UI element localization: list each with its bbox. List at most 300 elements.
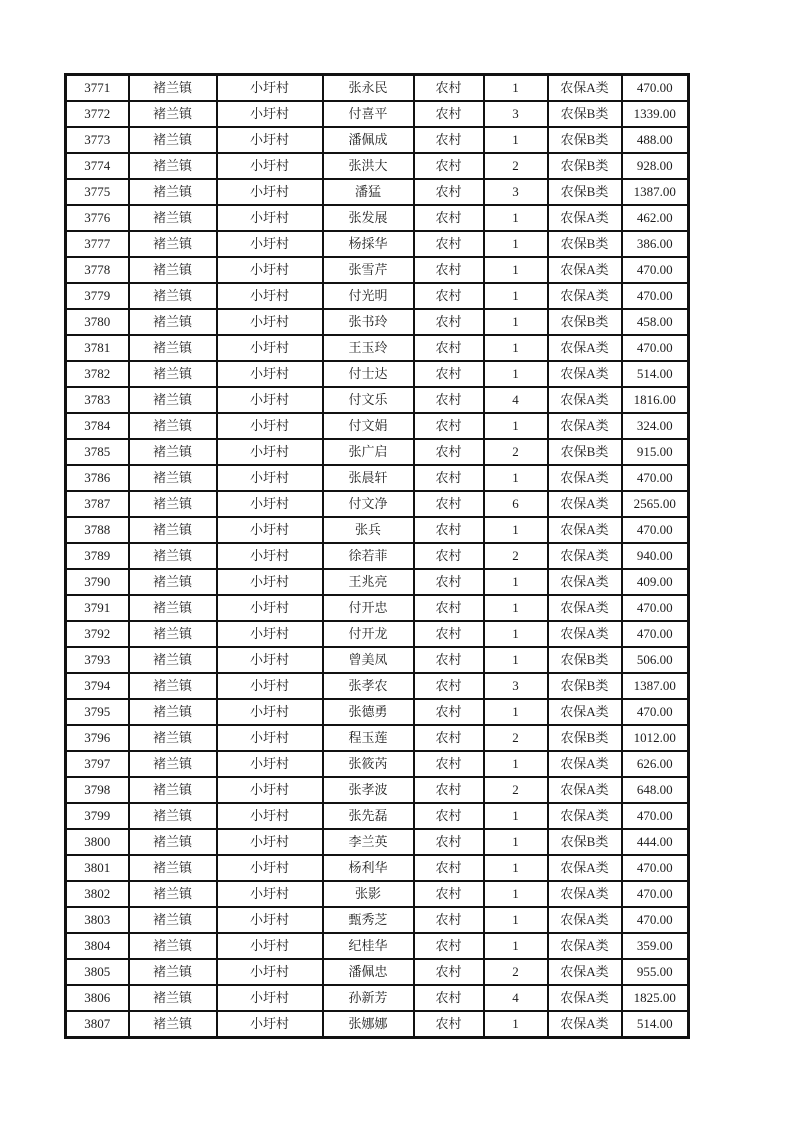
cell-person-name: 张发展 <box>323 205 414 231</box>
cell-town: 褚兰镇 <box>129 231 217 257</box>
cell-person-name: 张德勇 <box>323 699 414 725</box>
cell-household-type: 农村 <box>414 725 484 751</box>
cell-insurance-class: 农保A类 <box>548 569 622 595</box>
cell-person-count: 1 <box>484 75 548 102</box>
cell-amount: 470.00 <box>622 335 689 361</box>
cell-insurance-class: 农保B类 <box>548 829 622 855</box>
cell-serial-number: 3801 <box>66 855 129 881</box>
cell-town: 褚兰镇 <box>129 205 217 231</box>
cell-insurance-class: 农保A类 <box>548 1011 622 1038</box>
cell-town: 褚兰镇 <box>129 621 217 647</box>
cell-amount: 324.00 <box>622 413 689 439</box>
cell-amount: 470.00 <box>622 621 689 647</box>
cell-person-name: 王兆亮 <box>323 569 414 595</box>
table-row <box>66 153 689 179</box>
cell-insurance-class: 农保A类 <box>548 205 622 231</box>
cell-village: 小圩村 <box>217 153 323 179</box>
cell-village: 小圩村 <box>217 595 323 621</box>
table-row <box>66 257 689 283</box>
cell-serial-number: 3790 <box>66 569 129 595</box>
cell-insurance-class: 农保A类 <box>548 517 622 543</box>
cell-household-type: 农村 <box>414 829 484 855</box>
table-row <box>66 829 689 855</box>
cell-person-count: 1 <box>484 257 548 283</box>
cell-person-count: 3 <box>484 101 548 127</box>
cell-household-type: 农村 <box>414 75 484 102</box>
cell-serial-number: 3784 <box>66 413 129 439</box>
cell-household-type: 农村 <box>414 959 484 985</box>
cell-amount: 462.00 <box>622 205 689 231</box>
cell-amount: 470.00 <box>622 75 689 102</box>
cell-town: 褚兰镇 <box>129 491 217 517</box>
cell-household-type: 农村 <box>414 309 484 335</box>
cell-village: 小圩村 <box>217 985 323 1011</box>
cell-person-name: 杨採华 <box>323 231 414 257</box>
cell-household-type: 农村 <box>414 647 484 673</box>
cell-town: 褚兰镇 <box>129 569 217 595</box>
cell-insurance-class: 农保A类 <box>548 907 622 933</box>
cell-amount: 514.00 <box>622 1011 689 1038</box>
cell-person-count: 1 <box>484 205 548 231</box>
cell-person-count: 1 <box>484 413 548 439</box>
cell-village: 小圩村 <box>217 907 323 933</box>
cell-town: 褚兰镇 <box>129 907 217 933</box>
cell-serial-number: 3795 <box>66 699 129 725</box>
cell-person-count: 1 <box>484 829 548 855</box>
table-row <box>66 465 689 491</box>
cell-household-type: 农村 <box>414 153 484 179</box>
cell-serial-number: 3793 <box>66 647 129 673</box>
cell-village: 小圩村 <box>217 439 323 465</box>
cell-person-count: 1 <box>484 855 548 881</box>
cell-person-count: 1 <box>484 751 548 777</box>
cell-person-name: 孙新芳 <box>323 985 414 1011</box>
table-row <box>66 725 689 751</box>
cell-person-name: 纪桂华 <box>323 933 414 959</box>
table-row <box>66 205 689 231</box>
cell-person-name: 程玉莲 <box>323 725 414 751</box>
cell-amount: 514.00 <box>622 361 689 387</box>
cell-person-count: 1 <box>484 335 548 361</box>
cell-serial-number: 3807 <box>66 1011 129 1038</box>
cell-amount: 2565.00 <box>622 491 689 517</box>
cell-insurance-class: 农保A类 <box>548 959 622 985</box>
cell-household-type: 农村 <box>414 439 484 465</box>
table-row <box>66 1011 689 1038</box>
cell-town: 褚兰镇 <box>129 959 217 985</box>
cell-insurance-class: 农保A类 <box>548 621 622 647</box>
cell-village: 小圩村 <box>217 699 323 725</box>
cell-insurance-class: 农保A类 <box>548 335 622 361</box>
cell-town: 褚兰镇 <box>129 725 217 751</box>
cell-household-type: 农村 <box>414 673 484 699</box>
table-body <box>66 75 689 1038</box>
cell-insurance-class: 农保A类 <box>548 933 622 959</box>
cell-amount: 1012.00 <box>622 725 689 751</box>
cell-person-count: 4 <box>484 985 548 1011</box>
cell-amount: 470.00 <box>622 699 689 725</box>
cell-person-name: 杨利华 <box>323 855 414 881</box>
cell-person-name: 潘佩成 <box>323 127 414 153</box>
cell-person-name: 张先磊 <box>323 803 414 829</box>
cell-village: 小圩村 <box>217 1011 323 1038</box>
cell-town: 褚兰镇 <box>129 543 217 569</box>
cell-person-count: 1 <box>484 361 548 387</box>
cell-town: 褚兰镇 <box>129 465 217 491</box>
cell-person-name: 张永民 <box>323 75 414 102</box>
table-row <box>66 335 689 361</box>
cell-person-name: 张孝农 <box>323 673 414 699</box>
cell-person-name: 曾美凤 <box>323 647 414 673</box>
cell-person-count: 1 <box>484 231 548 257</box>
cell-person-name: 张孝波 <box>323 777 414 803</box>
cell-village: 小圩村 <box>217 751 323 777</box>
table-row <box>66 387 689 413</box>
cell-amount: 1387.00 <box>622 179 689 205</box>
cell-serial-number: 3803 <box>66 907 129 933</box>
cell-village: 小圩村 <box>217 569 323 595</box>
cell-person-name: 李兰英 <box>323 829 414 855</box>
cell-person-count: 2 <box>484 725 548 751</box>
cell-village: 小圩村 <box>217 777 323 803</box>
cell-person-count: 1 <box>484 465 548 491</box>
cell-amount: 1825.00 <box>622 985 689 1011</box>
cell-person-name: 付士达 <box>323 361 414 387</box>
cell-serial-number: 3802 <box>66 881 129 907</box>
cell-town: 褚兰镇 <box>129 283 217 309</box>
cell-town: 褚兰镇 <box>129 127 217 153</box>
cell-person-count: 1 <box>484 621 548 647</box>
table-row <box>66 621 689 647</box>
cell-person-name: 付开龙 <box>323 621 414 647</box>
cell-village: 小圩村 <box>217 231 323 257</box>
cell-insurance-class: 农保A类 <box>548 465 622 491</box>
cell-town: 褚兰镇 <box>129 439 217 465</box>
cell-person-count: 1 <box>484 517 548 543</box>
cell-person-count: 1 <box>484 647 548 673</box>
cell-serial-number: 3774 <box>66 153 129 179</box>
cell-town: 褚兰镇 <box>129 361 217 387</box>
cell-person-name: 付文乐 <box>323 387 414 413</box>
cell-person-name: 潘猛 <box>323 179 414 205</box>
benefit-table <box>64 73 690 1039</box>
table-row <box>66 595 689 621</box>
table-row <box>66 517 689 543</box>
cell-serial-number: 3806 <box>66 985 129 1011</box>
cell-insurance-class: 农保B类 <box>548 725 622 751</box>
cell-insurance-class: 农保B类 <box>548 231 622 257</box>
cell-town: 褚兰镇 <box>129 153 217 179</box>
cell-insurance-class: 农保A类 <box>548 751 622 777</box>
cell-village: 小圩村 <box>217 101 323 127</box>
cell-village: 小圩村 <box>217 465 323 491</box>
cell-village: 小圩村 <box>217 491 323 517</box>
cell-serial-number: 3783 <box>66 387 129 413</box>
cell-town: 褚兰镇 <box>129 179 217 205</box>
cell-town: 褚兰镇 <box>129 699 217 725</box>
cell-household-type: 农村 <box>414 283 484 309</box>
cell-serial-number: 3780 <box>66 309 129 335</box>
cell-amount: 470.00 <box>622 465 689 491</box>
cell-insurance-class: 农保B类 <box>548 647 622 673</box>
cell-village: 小圩村 <box>217 855 323 881</box>
cell-person-count: 1 <box>484 933 548 959</box>
cell-insurance-class: 农保B类 <box>548 309 622 335</box>
cell-insurance-class: 农保A类 <box>548 387 622 413</box>
cell-person-name: 甄秀芝 <box>323 907 414 933</box>
cell-person-name: 张洪大 <box>323 153 414 179</box>
table-row <box>66 101 689 127</box>
cell-amount: 470.00 <box>622 855 689 881</box>
cell-insurance-class: 农保B类 <box>548 179 622 205</box>
cell-insurance-class: 农保B类 <box>548 127 622 153</box>
table-row <box>66 673 689 699</box>
cell-person-name: 潘佩忠 <box>323 959 414 985</box>
cell-person-name: 付喜平 <box>323 101 414 127</box>
cell-person-name: 张筱芮 <box>323 751 414 777</box>
table-row <box>66 699 689 725</box>
cell-serial-number: 3786 <box>66 465 129 491</box>
cell-person-count: 1 <box>484 569 548 595</box>
cell-amount: 940.00 <box>622 543 689 569</box>
cell-household-type: 农村 <box>414 335 484 361</box>
cell-person-name: 张影 <box>323 881 414 907</box>
cell-person-count: 1 <box>484 881 548 907</box>
cell-household-type: 农村 <box>414 1011 484 1038</box>
cell-household-type: 农村 <box>414 933 484 959</box>
table-row <box>66 75 689 102</box>
cell-person-name: 张晨轩 <box>323 465 414 491</box>
cell-amount: 386.00 <box>622 231 689 257</box>
cell-serial-number: 3791 <box>66 595 129 621</box>
cell-person-count: 2 <box>484 153 548 179</box>
cell-serial-number: 3782 <box>66 361 129 387</box>
cell-town: 褚兰镇 <box>129 985 217 1011</box>
cell-amount: 1339.00 <box>622 101 689 127</box>
cell-household-type: 农村 <box>414 569 484 595</box>
cell-person-count: 3 <box>484 673 548 699</box>
table-row <box>66 647 689 673</box>
cell-household-type: 农村 <box>414 413 484 439</box>
cell-amount: 928.00 <box>622 153 689 179</box>
cell-person-count: 2 <box>484 959 548 985</box>
cell-person-count: 2 <box>484 439 548 465</box>
cell-household-type: 农村 <box>414 777 484 803</box>
cell-serial-number: 3797 <box>66 751 129 777</box>
cell-serial-number: 3794 <box>66 673 129 699</box>
cell-serial-number: 3805 <box>66 959 129 985</box>
cell-village: 小圩村 <box>217 673 323 699</box>
cell-serial-number: 3778 <box>66 257 129 283</box>
table-row <box>66 907 689 933</box>
cell-village: 小圩村 <box>217 621 323 647</box>
cell-town: 褚兰镇 <box>129 309 217 335</box>
cell-amount: 470.00 <box>622 257 689 283</box>
cell-person-name: 付文净 <box>323 491 414 517</box>
table-row <box>66 491 689 517</box>
table-row <box>66 361 689 387</box>
cell-person-name: 徐若菲 <box>323 543 414 569</box>
table-row <box>66 751 689 777</box>
cell-household-type: 农村 <box>414 881 484 907</box>
cell-village: 小圩村 <box>217 959 323 985</box>
cell-town: 褚兰镇 <box>129 933 217 959</box>
cell-village: 小圩村 <box>217 413 323 439</box>
cell-amount: 1816.00 <box>622 387 689 413</box>
cell-serial-number: 3772 <box>66 101 129 127</box>
cell-insurance-class: 农保A类 <box>548 777 622 803</box>
cell-village: 小圩村 <box>217 309 323 335</box>
cell-amount: 506.00 <box>622 647 689 673</box>
cell-village: 小圩村 <box>217 335 323 361</box>
cell-household-type: 农村 <box>414 101 484 127</box>
table-row <box>66 309 689 335</box>
cell-amount: 470.00 <box>622 517 689 543</box>
table-row <box>66 959 689 985</box>
cell-amount: 648.00 <box>622 777 689 803</box>
cell-amount: 470.00 <box>622 907 689 933</box>
table-row <box>66 777 689 803</box>
cell-amount: 955.00 <box>622 959 689 985</box>
cell-town: 褚兰镇 <box>129 101 217 127</box>
table-row <box>66 439 689 465</box>
cell-insurance-class: 农保A类 <box>548 803 622 829</box>
cell-household-type: 农村 <box>414 387 484 413</box>
cell-town: 褚兰镇 <box>129 413 217 439</box>
cell-household-type: 农村 <box>414 491 484 517</box>
cell-person-name: 张广启 <box>323 439 414 465</box>
cell-serial-number: 3775 <box>66 179 129 205</box>
cell-amount: 488.00 <box>622 127 689 153</box>
table-row <box>66 803 689 829</box>
cell-village: 小圩村 <box>217 283 323 309</box>
table-row <box>66 179 689 205</box>
cell-insurance-class: 农保B类 <box>548 439 622 465</box>
cell-person-count: 2 <box>484 543 548 569</box>
cell-person-count: 4 <box>484 387 548 413</box>
table-row <box>66 283 689 309</box>
cell-insurance-class: 农保A类 <box>548 491 622 517</box>
cell-serial-number: 3789 <box>66 543 129 569</box>
cell-person-count: 1 <box>484 309 548 335</box>
cell-village: 小圩村 <box>217 647 323 673</box>
cell-household-type: 农村 <box>414 985 484 1011</box>
cell-village: 小圩村 <box>217 127 323 153</box>
cell-village: 小圩村 <box>217 205 323 231</box>
cell-household-type: 农村 <box>414 699 484 725</box>
cell-serial-number: 3779 <box>66 283 129 309</box>
cell-person-name: 付光明 <box>323 283 414 309</box>
cell-village: 小圩村 <box>217 803 323 829</box>
cell-household-type: 农村 <box>414 465 484 491</box>
cell-village: 小圩村 <box>217 517 323 543</box>
cell-person-name: 张雪芹 <box>323 257 414 283</box>
cell-serial-number: 3787 <box>66 491 129 517</box>
cell-insurance-class: 农保A类 <box>548 699 622 725</box>
cell-person-name: 张娜娜 <box>323 1011 414 1038</box>
cell-serial-number: 3792 <box>66 621 129 647</box>
cell-town: 褚兰镇 <box>129 517 217 543</box>
cell-village: 小圩村 <box>217 257 323 283</box>
cell-household-type: 农村 <box>414 907 484 933</box>
cell-amount: 470.00 <box>622 283 689 309</box>
cell-town: 褚兰镇 <box>129 881 217 907</box>
cell-town: 褚兰镇 <box>129 1011 217 1038</box>
cell-town: 褚兰镇 <box>129 855 217 881</box>
table-row <box>66 543 689 569</box>
cell-insurance-class: 农保B类 <box>548 673 622 699</box>
cell-person-count: 1 <box>484 595 548 621</box>
table-row <box>66 569 689 595</box>
cell-amount: 470.00 <box>622 595 689 621</box>
table-row <box>66 985 689 1011</box>
cell-town: 褚兰镇 <box>129 673 217 699</box>
cell-serial-number: 3777 <box>66 231 129 257</box>
cell-household-type: 农村 <box>414 595 484 621</box>
cell-household-type: 农村 <box>414 621 484 647</box>
cell-person-name: 张书玲 <box>323 309 414 335</box>
cell-amount: 1387.00 <box>622 673 689 699</box>
cell-person-count: 1 <box>484 699 548 725</box>
cell-town: 褚兰镇 <box>129 751 217 777</box>
cell-person-count: 1 <box>484 803 548 829</box>
cell-amount: 470.00 <box>622 881 689 907</box>
cell-serial-number: 3804 <box>66 933 129 959</box>
table-row <box>66 231 689 257</box>
cell-household-type: 农村 <box>414 751 484 777</box>
cell-village: 小圩村 <box>217 881 323 907</box>
cell-serial-number: 3800 <box>66 829 129 855</box>
cell-household-type: 农村 <box>414 803 484 829</box>
cell-insurance-class: 农保A类 <box>548 543 622 569</box>
cell-serial-number: 3773 <box>66 127 129 153</box>
cell-serial-number: 3798 <box>66 777 129 803</box>
cell-amount: 409.00 <box>622 569 689 595</box>
cell-household-type: 农村 <box>414 543 484 569</box>
cell-insurance-class: 农保A类 <box>548 985 622 1011</box>
cell-town: 褚兰镇 <box>129 777 217 803</box>
cell-person-count: 3 <box>484 179 548 205</box>
cell-amount: 626.00 <box>622 751 689 777</box>
cell-village: 小圩村 <box>217 829 323 855</box>
cell-amount: 470.00 <box>622 803 689 829</box>
cell-insurance-class: 农保A类 <box>548 881 622 907</box>
cell-serial-number: 3771 <box>66 75 129 102</box>
cell-village: 小圩村 <box>217 387 323 413</box>
cell-household-type: 农村 <box>414 855 484 881</box>
cell-insurance-class: 农保A类 <box>548 283 622 309</box>
table-row <box>66 413 689 439</box>
cell-amount: 359.00 <box>622 933 689 959</box>
table-row <box>66 933 689 959</box>
cell-village: 小圩村 <box>217 179 323 205</box>
cell-town: 褚兰镇 <box>129 387 217 413</box>
cell-insurance-class: 农保A类 <box>548 75 622 102</box>
cell-town: 褚兰镇 <box>129 803 217 829</box>
cell-town: 褚兰镇 <box>129 595 217 621</box>
cell-amount: 915.00 <box>622 439 689 465</box>
cell-village: 小圩村 <box>217 725 323 751</box>
cell-person-count: 2 <box>484 777 548 803</box>
table-row <box>66 881 689 907</box>
cell-household-type: 农村 <box>414 179 484 205</box>
cell-person-count: 1 <box>484 283 548 309</box>
cell-serial-number: 3785 <box>66 439 129 465</box>
cell-person-count: 6 <box>484 491 548 517</box>
cell-serial-number: 3776 <box>66 205 129 231</box>
cell-person-name: 王玉玲 <box>323 335 414 361</box>
cell-household-type: 农村 <box>414 517 484 543</box>
